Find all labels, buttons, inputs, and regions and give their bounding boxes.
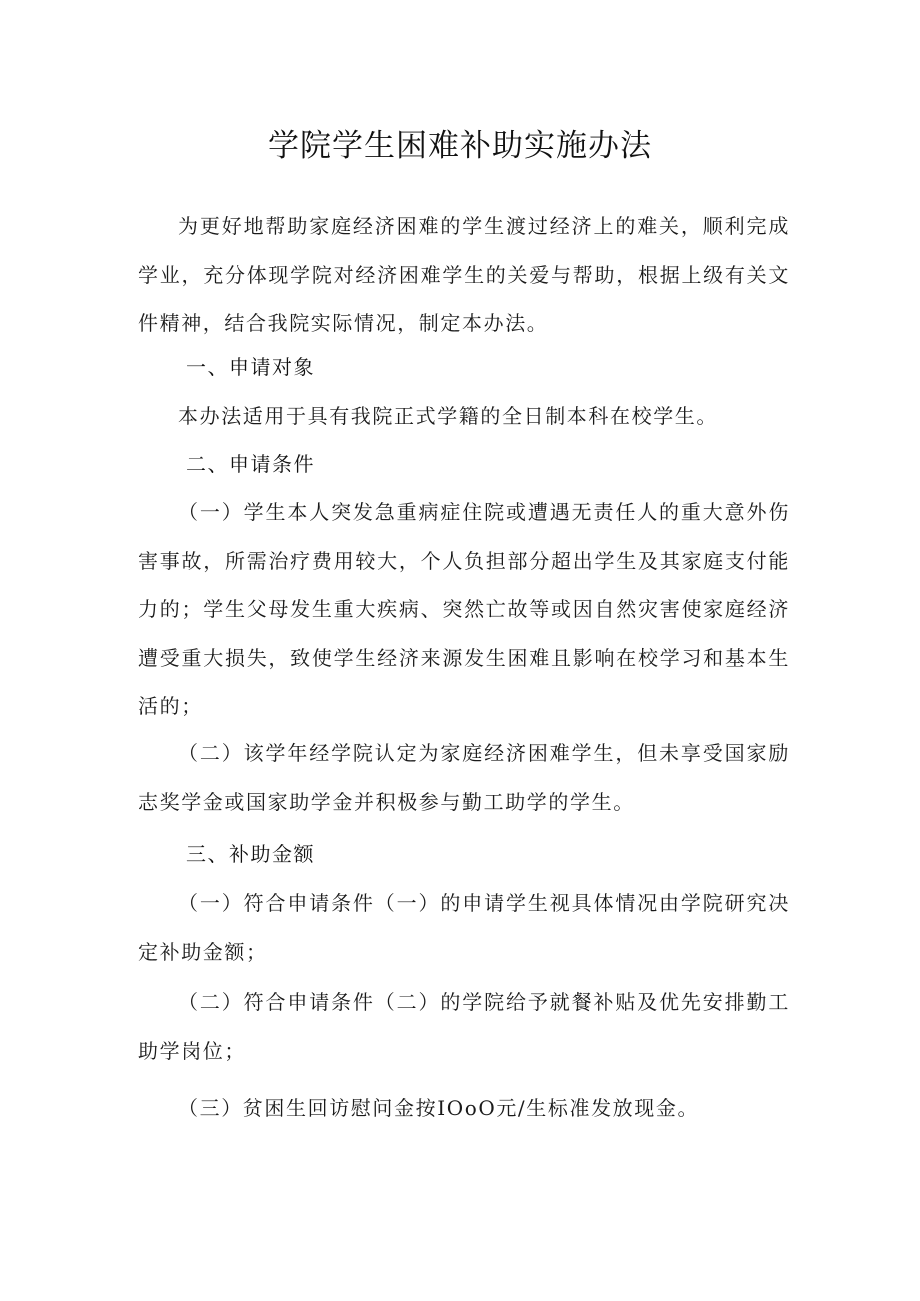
intro-paragraph: 为更好地帮助家庭经济困难的学生渡过经济上的难关，顺利完成学业，充分体现学院对经济困难学生的关爱与帮助，根据上级有关文件精神，结合我院实际情况，制定本办法。 <box>138 214 790 335</box>
document-title: 学院学生困难补助实施办法 <box>268 128 652 164</box>
section-heading-3: 三、补助金额 <box>186 842 315 866</box>
section-3-paragraph-1: （一）符合申请条件（一）的申请学生视具体情况由学院研究决定补助金额； <box>138 891 790 964</box>
section-2-paragraph-1: （一）学生本人突发急重病症住院或遭遇无责任人的重大意外伤害事故，所需治疗费用较大，个人负担部分超出学生及其家庭支付能力的；学生父母发生重大疾病、突然亡故等或因自然灾害使家庭经济遭受重大损失，致使学生经济来源发生困难且影响在校学习和基本生活的； <box>138 500 790 718</box>
section-3-paragraph-2: （二）符合申请条件（二）的学院给予就餐补贴及优先安排勤工助学岗位； <box>138 990 790 1063</box>
section-heading-1: 一、申请对象 <box>186 355 315 379</box>
section-3-paragraph-3: （三）贫困生回访慰问金按IOoO元/生标准发放现金。 <box>178 1096 700 1120</box>
section-2-paragraph-2: （二）该学年经学院认定为家庭经济困难学生，但未享受国家励志奖学金或国家助学金并积极参与勤工助学的学生。 <box>138 741 790 814</box>
section-heading-2: 二、申请条件 <box>186 452 315 476</box>
section-1-paragraph-1: 本办法适用于具有我院正式学籍的全日制本科在校学生。 <box>178 404 718 428</box>
